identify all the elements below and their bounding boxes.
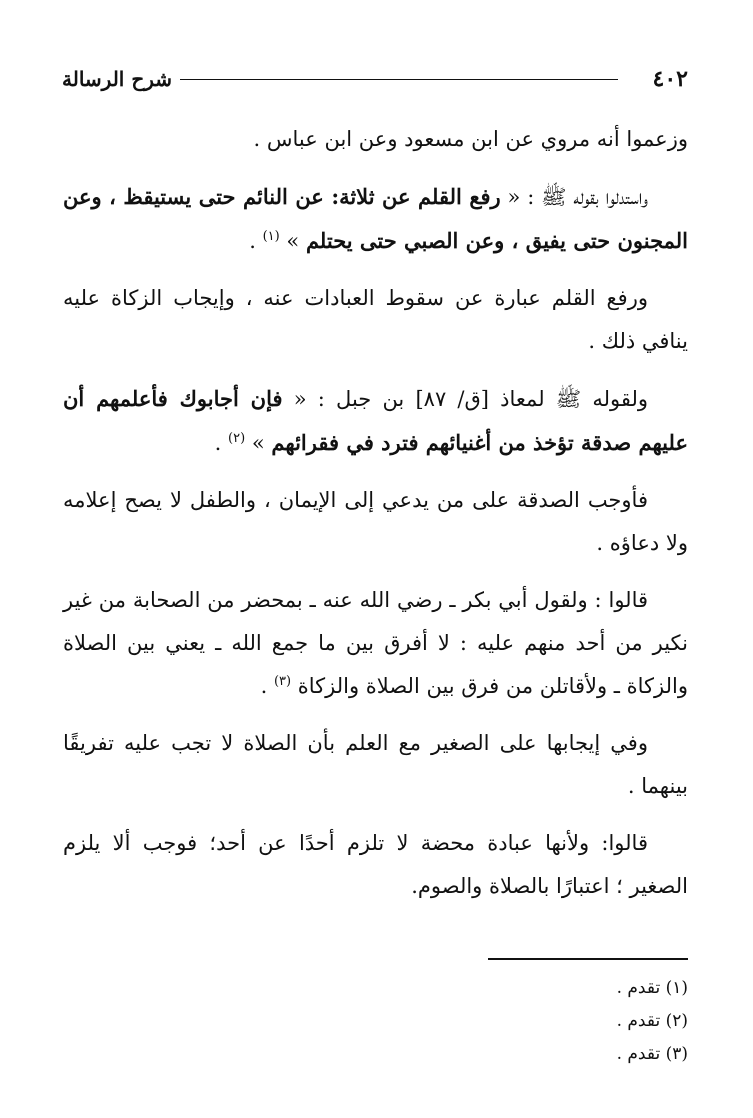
running-title: شرح الرسالة: [62, 67, 173, 91]
paragraph-6-text: قالوا : ولقول أبي بكر ـ رضي الله عنه ـ بمحضر من الصحابة من غير نكير من أحد منهم عليه : لا أفرق بين ما جمع الله ـ يعني بين الصلاة والزكاة ـ ولأقاتلن من فرق بين الصلاة والزكاة: [63, 588, 688, 698]
paragraph-4: [63, 377, 688, 465]
main-text: [63, 118, 688, 922]
paragraph-7: وفي إيجابها على الصغير مع العلم بأن الصلاة لا تجب عليه تفريقًا بينهما .: [63, 731, 688, 798]
footnote-ref-3: (٣): [273, 674, 292, 689]
paragraph-3: ورفع القلم عبارة عن سقوط العبادات عنه ، وإيجاب الزكاة عليه ينافي ذلك .: [63, 286, 688, 353]
paragraph-8: قالوا: ولأنها عبادة محضة لا تلزم أحدًا عن أحد؛ فوجب ألا يلزم الصغير ؛ اعتبارًا بالصلاة والصوم.: [63, 831, 688, 898]
paragraph-2-close: »: [286, 229, 300, 253]
paragraph-1: وزعموا أنه مروي عن ابن مسعود وعن ابن عباس .: [253, 127, 688, 151]
paragraph-2-end: .: [249, 229, 256, 253]
footnote-2: (٢) تقدم .: [616, 1011, 688, 1031]
paragraph-5: فأوجب الصدقة على من يدعي إلى الإيمان ، والطفل لا يصح إعلامه ولا دعاؤه .: [63, 488, 688, 555]
footnote-1: (١) تقدم .: [616, 978, 688, 998]
paragraph-4-intro: ولقوله ﷺ لمعاذ [ق/ ٨٧] بن جبل : «: [293, 387, 649, 411]
paragraph-2-intro: واستدلوا بقوله ﷺ : «: [507, 185, 648, 209]
hadith-quote-2: فإن أجابوك فأعلمهم أن عليهم صدقة تؤخذ من أغنيائهم فترد في فقرائهم: [63, 386, 688, 455]
page-header: [62, 66, 688, 94]
paragraph-6-end: .: [260, 674, 268, 698]
footnotes: [388, 972, 688, 1071]
footnote-rule: [488, 958, 688, 960]
hadith-quote-1: رفع القلم عن ثلاثة: عن النائم حتى يستيقظ ، وعن المجنون حتى يفيق ، وعن الصبي حتى يحتلم: [63, 184, 688, 253]
page-number: ٤٠٢: [652, 66, 688, 92]
footnote-ref-2: (٢): [228, 431, 246, 446]
footnote-ref-1: (١): [262, 229, 280, 244]
header-rule: [180, 79, 618, 80]
paragraph-4-close: »: [251, 431, 265, 455]
paragraph-2: [63, 175, 688, 263]
paragraph-4-end: .: [214, 431, 222, 455]
paragraph-6: [63, 579, 688, 708]
footnote-3: (٣) تقدم .: [616, 1044, 688, 1064]
